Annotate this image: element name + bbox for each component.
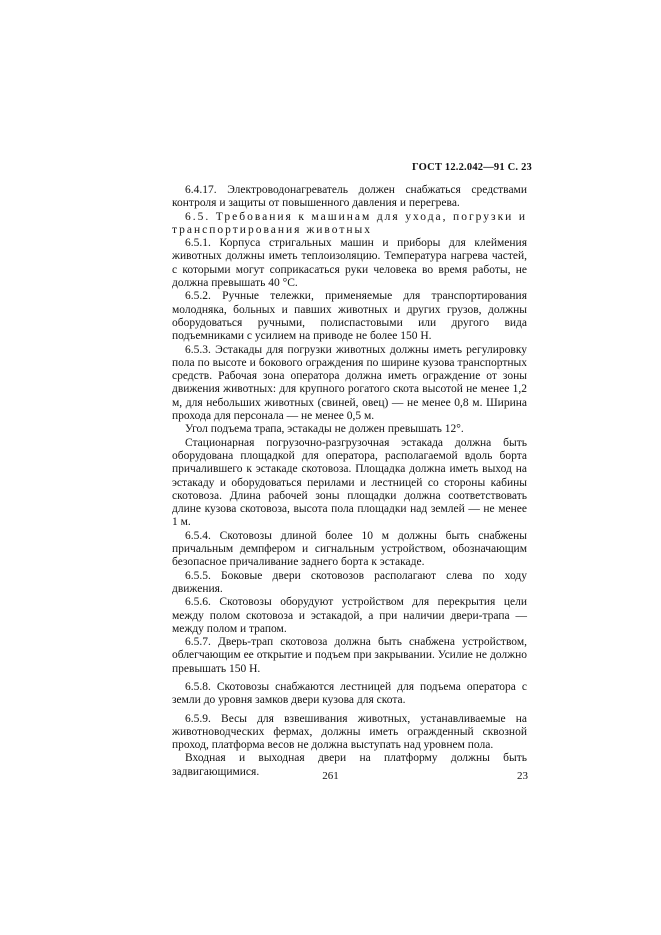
paragraph-6-5-7: 6.5.7. Дверь-трап скотовоза должна быть снабжена устройством, облегчающим ее открытие и подъем при закрывании. Усилие не должно превышать 150 Н. — [172, 636, 527, 675]
paragraph-stationary-ramp: Стационарная погрузочно-разгрузочная эстакада должна быть оборудована площадкой для оператора, располагаемой вдоль борта причалившего к эстакаде скотовоза. Площадка должна иметь выход на эстакаду и оборудоваться перилами и лестницей со стороны кабины скотовоза. Длина рабочей зоны площадки должна соответствовать длине кузова скотовоза, высота пола площадки над землей — не менее 1 м. — [172, 436, 527, 529]
paragraph-6-5-8: 6.5.8. Скотовозы снабжаются лестницей для подъема оператора с земли до уровня замков двери кузова для скота. — [172, 680, 527, 707]
paragraph-6-5-4: 6.5.4. Скотовозы длиной более 10 м должны быть снабжены причальным демпфером и сигнальным устройством, обозначающим безопасное причаливание заднего борта к эстакаде. — [172, 529, 527, 569]
paragraph-6-5-5: 6.5.5. Боковые двери скотовозов располагают слева по ходу движения. — [172, 569, 527, 595]
section-heading-6-5: 6.5. Требования к машинам для ухода, погрузки и транспортирования животных — [172, 210, 527, 236]
page-number-center: 261 — [322, 770, 339, 782]
paragraph-6-5-6: 6.5.6. Скотовозы оборудуют устройством для перекрытия цели между полом скотовоза и эстакадой, а при наличии двери-трапа — между полом и трапом. — [172, 596, 527, 635]
paragraph-ramp-angle: Угол подъема трапа, эстакады не должен превышать 12°. — [185, 423, 464, 436]
document-body — [172, 184, 527, 779]
paragraph-6-5-9: 6.5.9. Весы для взвешивания животных, устанавливаемые на животноводческих фермах, должны иметь огражденный сквозной проход, платформа весов не должна выступать над уровнем пола. — [172, 712, 527, 752]
paragraph-6-5-2: 6.5.2. Ручные тележки, применяемые для транспортирования молодняка, больных и павших животных и других грузов, должны оборудоваться ручными, полиспастовыми или другого вида подъемниками с усилием на приводе не более 150 Н. — [172, 290, 527, 343]
paragraph-6-4-17: 6.4.17. Электроводонагреватель должен снабжаться средствами контроля и защиты от повышенного давления и перегрева. — [172, 184, 527, 210]
paragraph-doors: Входная и выходная двери на платформу должны быть задвигающимися. — [172, 752, 527, 778]
document-header-code: ГОСТ 12.2.042—91 С. 23 — [411, 162, 532, 173]
page-number-right: 23 — [517, 770, 528, 782]
paragraph-6-5-1: 6.5.1. Корпуса стригальных машин и приборы для клеймения животных должны иметь теплоизоляцию. Температура нагрева частей, с которыми могут соприкасаться руки человека во время работы, не должна превышать 40 °С. — [172, 237, 527, 290]
paragraph-6-5-3: 6.5.3. Эстакады для погрузки животных должны иметь регулировку пола по высоте и бокового ограждения по ширине кузова транспортных средств. Рабочая зона оператора должна иметь ограждение от зоны движения животных: для крупного рогатого скота высотой не менее 1,2 м, для небольших животных (свиней, овец) — не менее 0,8 м. Ширина прохода для персонала — не менее 0,5 м. — [172, 343, 527, 423]
